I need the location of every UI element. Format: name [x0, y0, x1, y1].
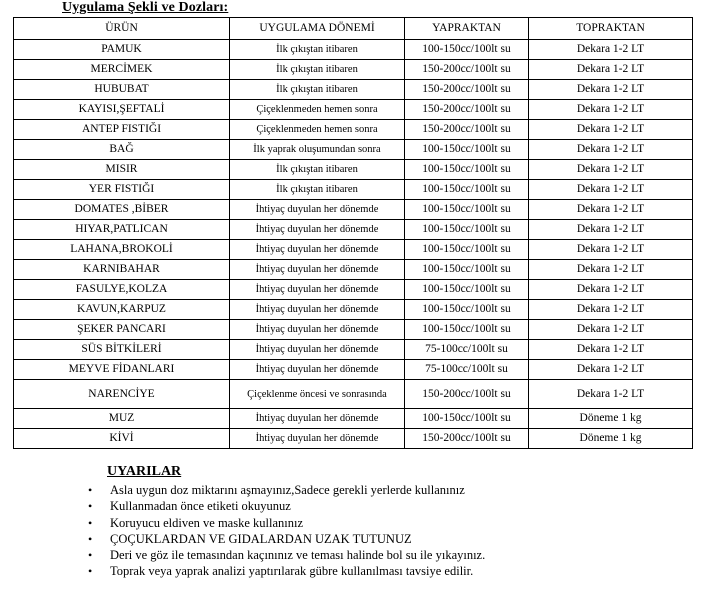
table-row [14, 120, 693, 140]
bullet-icon: • [88, 483, 93, 497]
warning-text: Kullanmadan önce etiketi okuyunuz [110, 499, 291, 514]
product-cell: MERCİMEK [14, 60, 230, 80]
table-row [14, 220, 693, 240]
table-header-row [14, 18, 693, 40]
product-cell: ŞEKER PANCARI [14, 320, 230, 340]
warning-item [88, 531, 485, 547]
soil-dose-cell: Dekara 1-2 LT [529, 80, 693, 100]
product-cell: HUBUBAT [14, 80, 230, 100]
warning-text: Koruyucu eldiven ve maske kullanınız [110, 515, 303, 530]
foliar-dose-cell: 150-200cc/100lt su [405, 380, 529, 409]
warning-item [88, 547, 485, 563]
product-cell: YER FISTIĞI [14, 180, 230, 200]
bullet-icon: • [88, 531, 93, 546]
foliar-dose-cell: 100-150cc/100lt su [405, 180, 529, 200]
bullet-icon: • [88, 515, 93, 530]
product-cell: FASULYE,KOLZA [14, 280, 230, 300]
warning-text: ÇOÇUKLARDAN VE GIDALARDAN UZAK TUTUNUZ [110, 531, 412, 546]
warning-text: Toprak veya yaprak analizi yaptırılarak gübre kullanılması tavsiye edilir. [110, 564, 474, 579]
application-period-cell: İlk çıkıştan itibaren [230, 180, 405, 200]
product-cell: PAMUK [14, 40, 230, 60]
table-row [14, 140, 693, 160]
soil-dose-cell: Dekara 1-2 LT [529, 340, 693, 360]
foliar-dose-cell: 100-150cc/100lt su [405, 320, 529, 340]
application-period-cell: İlk çıkıştan itibaren [230, 80, 405, 100]
foliar-dose-cell: 100-150cc/100lt su [405, 280, 529, 300]
table-row [14, 60, 693, 80]
soil-dose-cell: Dekara 1-2 LT [529, 160, 693, 180]
soil-dose-cell: Dekara 1-2 LT [529, 320, 693, 340]
foliar-dose-cell: 100-150cc/100lt su [405, 140, 529, 160]
foliar-dose-cell: 100-150cc/100lt su [405, 260, 529, 280]
table-row [14, 300, 693, 320]
bullet-icon: • [88, 564, 93, 579]
application-period-cell: Çiçeklenme öncesi ve sonrasında [230, 380, 405, 409]
table-row [14, 260, 693, 280]
foliar-dose-cell: 100-150cc/100lt su [405, 409, 529, 429]
table-row [14, 380, 693, 409]
soil-dose-cell: Dekara 1-2 LT [529, 280, 693, 300]
soil-dose-cell: Döneme 1 kg [529, 409, 693, 429]
soil-dose-cell: Dekara 1-2 LT [529, 220, 693, 240]
soil-dose-cell: Dekara 1-2 LT [529, 140, 693, 160]
application-period-cell: İhtiyaç duyulan her dönemde [230, 300, 405, 320]
foliar-dose-cell: 100-150cc/100lt su [405, 40, 529, 60]
table-row [14, 80, 693, 100]
application-period-cell: İlk çıkıştan itibaren [230, 40, 405, 60]
product-cell: KARNIBAHAR [14, 260, 230, 280]
foliar-dose-cell: 150-200cc/100lt su [405, 60, 529, 80]
product-cell: DOMATES ,BİBER [14, 200, 230, 220]
soil-dose-cell: Dekara 1-2 LT [529, 260, 693, 280]
header-foliar: YAPRAKTAN [405, 18, 529, 40]
product-cell: HIYAR,PATLICAN [14, 220, 230, 240]
warning-item [88, 498, 485, 514]
table-row [14, 200, 693, 220]
foliar-dose-cell: 150-200cc/100lt su [405, 120, 529, 140]
product-cell: KAYISI,ŞEFTALİ [14, 100, 230, 120]
soil-dose-cell: Dekara 1-2 LT [529, 40, 693, 60]
foliar-dose-cell: 100-150cc/100lt su [405, 240, 529, 260]
bullet-icon: • [88, 548, 93, 563]
product-cell: KİVİ [14, 429, 230, 449]
product-cell: KAVUN,KARPUZ [14, 300, 230, 320]
application-period-cell: İlk çıkıştan itibaren [230, 60, 405, 80]
application-period-cell: İhtiyaç duyulan her dönemde [230, 340, 405, 360]
table-row [14, 100, 693, 120]
warnings-list [88, 482, 485, 580]
table-row [14, 280, 693, 300]
header-product: ÜRÜN [14, 18, 230, 40]
foliar-dose-cell: 150-200cc/100lt su [405, 429, 529, 449]
soil-dose-cell: Dekara 1-2 LT [529, 360, 693, 380]
soil-dose-cell: Dekara 1-2 LT [529, 100, 693, 120]
warning-item [88, 482, 485, 498]
product-cell: SÜS BİTKİLERİ [14, 340, 230, 360]
application-period-cell: İhtiyaç duyulan her dönemde [230, 260, 405, 280]
soil-dose-cell: Dekara 1-2 LT [529, 120, 693, 140]
table-body [14, 40, 693, 449]
application-period-cell: İhtiyaç duyulan her dönemde [230, 409, 405, 429]
product-cell: MEYVE FİDANLARI [14, 360, 230, 380]
foliar-dose-cell: 75-100cc/100lt su [405, 340, 529, 360]
warning-text: Deri ve göz ile temasından kaçınınız ve teması halinde bol su ile yıkayınız. [110, 548, 486, 563]
application-period-cell: Çiçeklenmeden hemen sonra [230, 100, 405, 120]
soil-dose-cell: Dekara 1-2 LT [529, 180, 693, 200]
warning-text: Asla uygun doz miktarını aşmayınız,Sadece gerekli yerlerde kullanınız [110, 483, 465, 497]
product-cell: BAĞ [14, 140, 230, 160]
dosage-table [13, 17, 693, 449]
table-row [14, 429, 693, 449]
table-row [14, 240, 693, 260]
application-period-cell: İhtiyaç duyulan her dönemde [230, 220, 405, 240]
foliar-dose-cell: 150-200cc/100lt su [405, 100, 529, 120]
warning-item [88, 515, 485, 531]
product-cell: MUZ [14, 409, 230, 429]
product-cell: MISIR [14, 160, 230, 180]
page-title: Uygulama Şekli ve Dozları: [62, 0, 229, 15]
warning-item [88, 563, 485, 579]
table-row [14, 40, 693, 60]
table-row [14, 340, 693, 360]
bullet-icon: • [88, 499, 93, 514]
table-row [14, 360, 693, 380]
foliar-dose-cell: 100-150cc/100lt su [405, 160, 529, 180]
foliar-dose-cell: 100-150cc/100lt su [405, 220, 529, 240]
table-row [14, 180, 693, 200]
foliar-dose-cell: 75-100cc/100lt su [405, 360, 529, 380]
table-row [14, 409, 693, 429]
application-period-cell: İhtiyaç duyulan her dönemde [230, 429, 405, 449]
product-cell: LAHANA,BROKOLİ [14, 240, 230, 260]
foliar-dose-cell: 100-150cc/100lt su [405, 200, 529, 220]
table-row [14, 160, 693, 180]
application-period-cell: İhtiyaç duyulan her dönemde [230, 200, 405, 220]
foliar-dose-cell: 100-150cc/100lt su [405, 300, 529, 320]
table-row [14, 320, 693, 340]
header-application-period: UYGULAMA DÖNEMİ [230, 18, 405, 40]
product-cell: NARENCİYE [14, 380, 230, 409]
application-period-cell: İhtiyaç duyulan her dönemde [230, 360, 405, 380]
soil-dose-cell: Dekara 1-2 LT [529, 240, 693, 260]
product-cell: ANTEP FISTIĞI [14, 120, 230, 140]
application-period-cell: İhtiyaç duyulan her dönemde [230, 280, 405, 300]
soil-dose-cell: Dekara 1-2 LT [529, 60, 693, 80]
soil-dose-cell: Dekara 1-2 LT [529, 200, 693, 220]
foliar-dose-cell: 150-200cc/100lt su [405, 80, 529, 100]
application-period-cell: İlk çıkıştan itibaren [230, 160, 405, 180]
header-soil: TOPRAKTAN [529, 18, 693, 40]
application-period-cell: İlk yaprak oluşumundan sonra [230, 140, 405, 160]
soil-dose-cell: Dekara 1-2 LT [529, 380, 693, 409]
application-period-cell: Çiçeklenmeden hemen sonra [230, 120, 405, 140]
application-period-cell: İhtiyaç duyulan her dönemde [230, 240, 405, 260]
soil-dose-cell: Dekara 1-2 LT [529, 300, 693, 320]
warnings-title: UYARILAR [107, 464, 182, 479]
application-period-cell: İhtiyaç duyulan her dönemde [230, 320, 405, 340]
soil-dose-cell: Döneme 1 kg [529, 429, 693, 449]
